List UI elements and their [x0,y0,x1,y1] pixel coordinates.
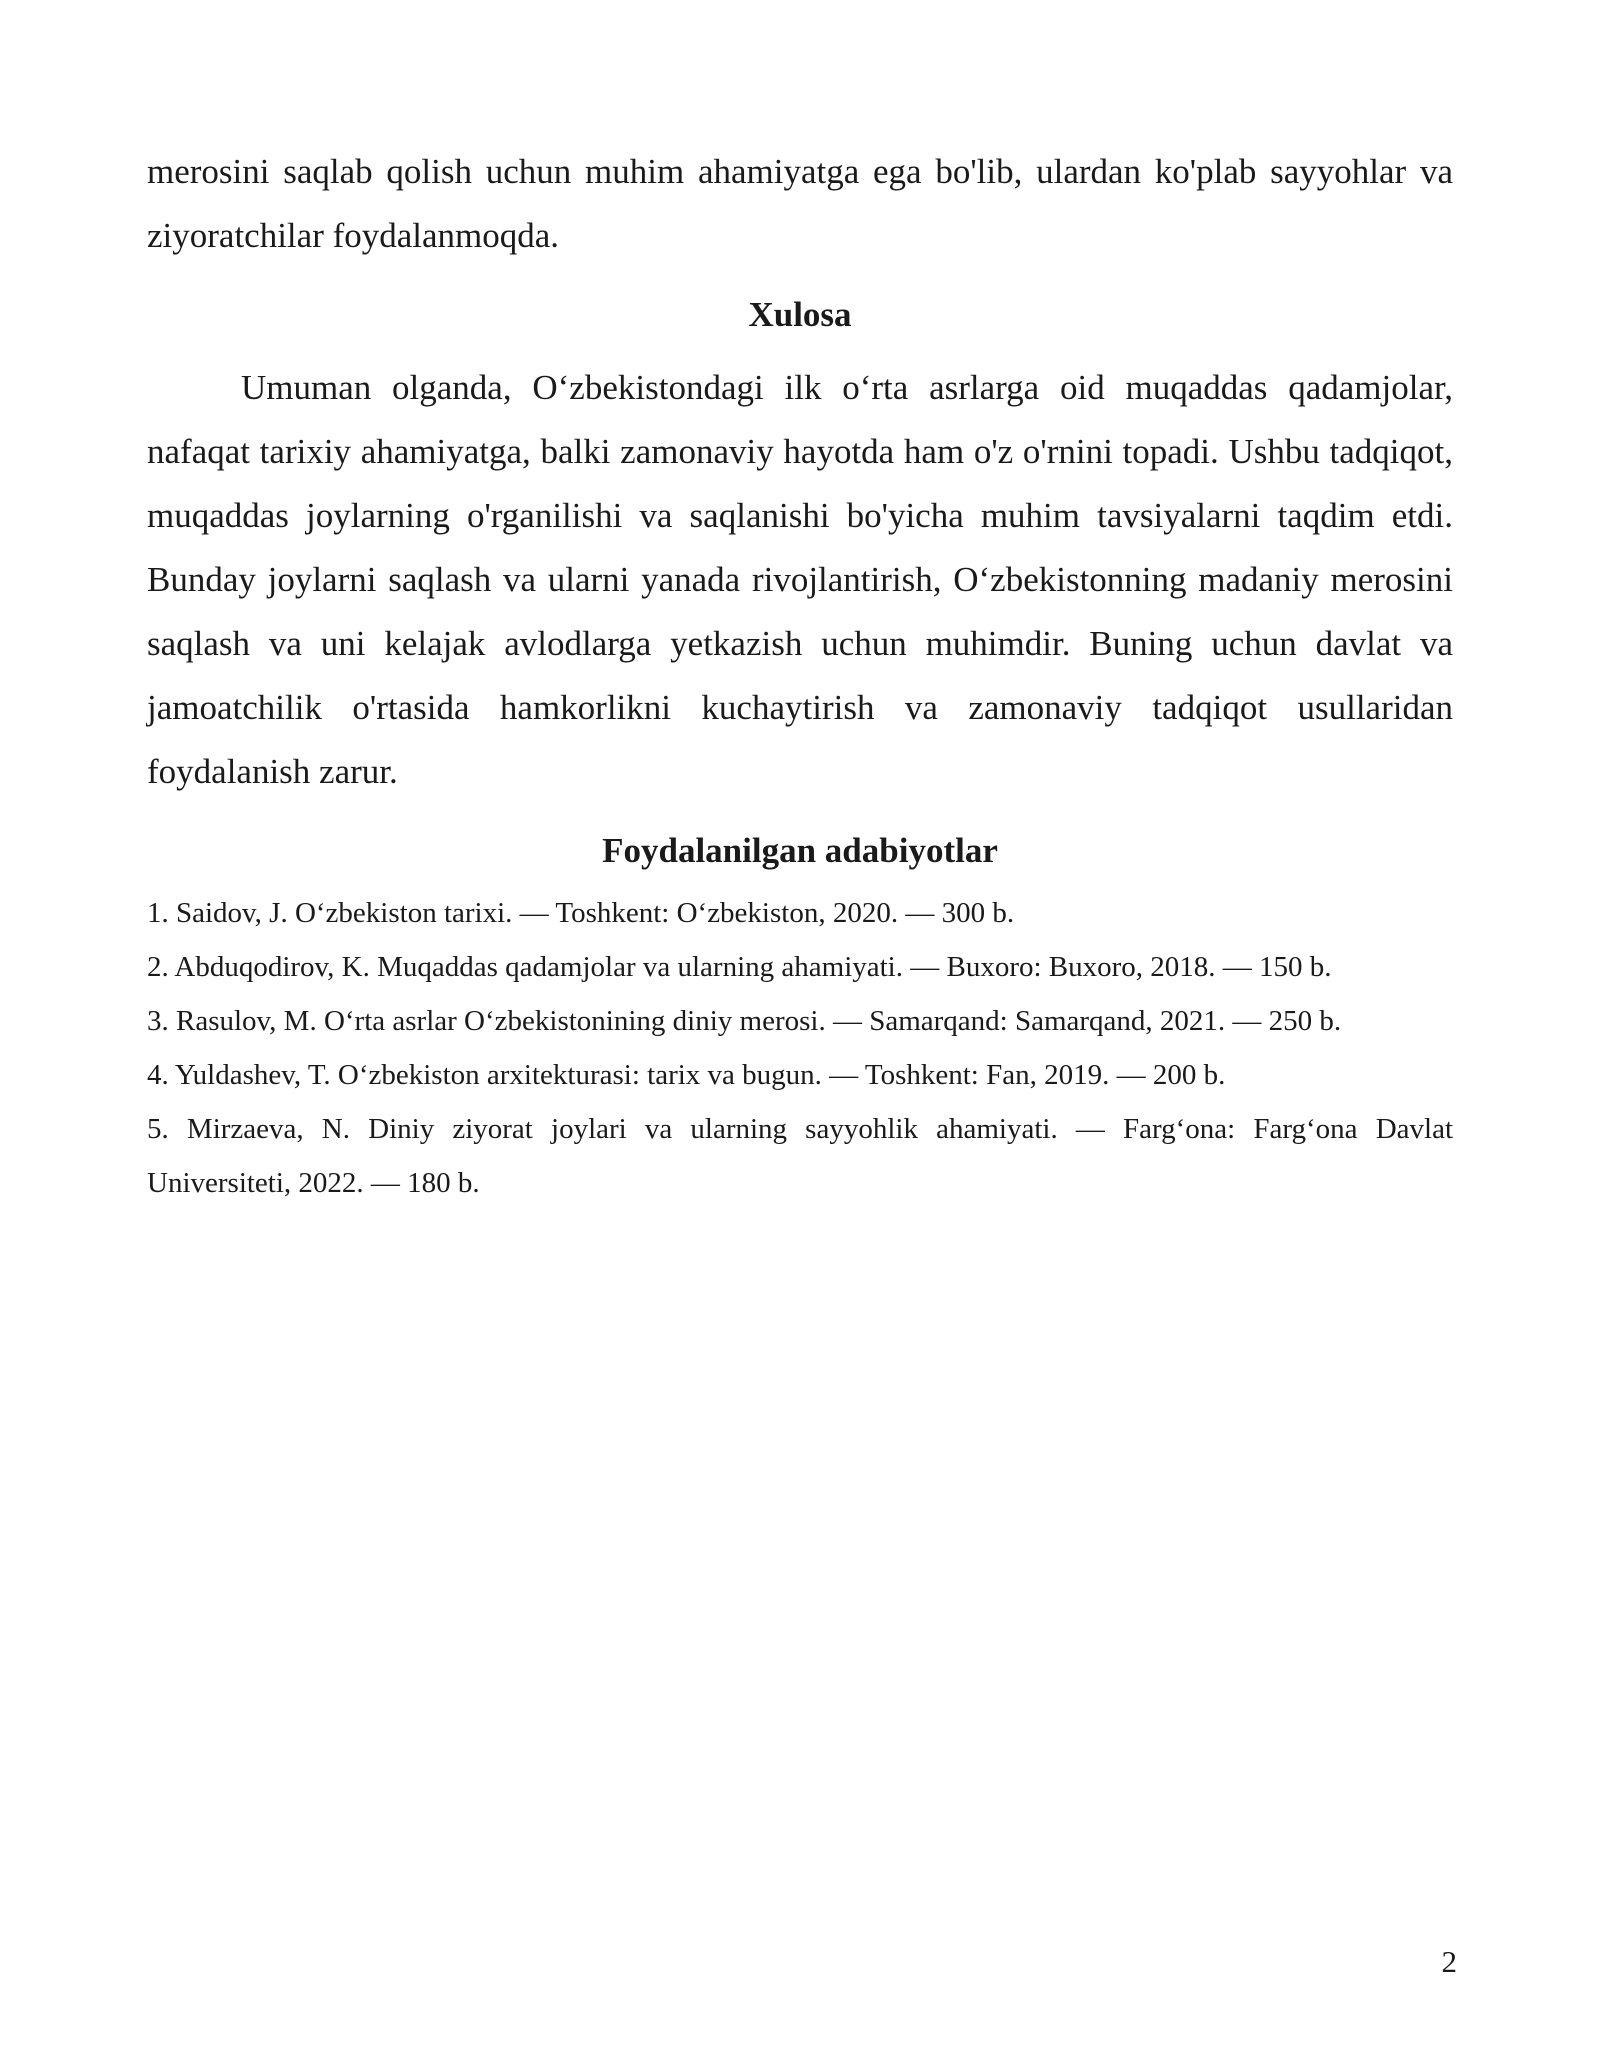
reference-item: 4. Yuldashev, T. O‘zbekiston arxitekturasi: tarix va bugun. — Toshkent: Fan, 2019. — 200 b. [147,1059,1226,1091]
intro-paragraph: merosini saqlab qolish uchun muhim ahamiyatga ega bo'lib, ulardan ko'plab sayyohlar va ziyoratchilar foydalanmoqda. [147,152,1453,255]
reference-item: 3. Rasulov, M. O‘rta asrlar O‘zbekistonining diniy merosi. — Samarqand: Samarqand, 2021. — 250 b. [147,1005,1342,1037]
page-number: 2 [1441,1944,1457,1979]
document-page [147,140,1453,1210]
references-heading: Foydalanilgan adabiyotlar [602,831,998,870]
conclusion-paragraph: Umuman olganda, O‘zbekistondagi ilk o‘rta asrlarga oid muqaddas qadamjolar, nafaqat tarixiy ahamiyatga, balki zamonaviy hayotda ham o'z o'rnini topadi. Ushbu tadqiqot, muqaddas joylarning o'rganilishi va saqlanishi bo'yicha muhim tavsiyalarni taqdim etdi. Bunday joylarni saqlash va ularni yanada rivojlantirish, O‘zbekistonning madaniy merosini saqlash va uni kelajak avlodlarga yetkazish uchun muhimdir. Buning uchun davlat va jamoatchilik o'rtasida hamkorlikni kuchaytirish va zamonaviy tadqiqot usullaridan foydalanish zarur. [147,368,1453,791]
reference-item: 1. Saidov, J. O‘zbekiston tarixi. — Toshkent: O‘zbekiston, 2020. — 300 b. [147,897,1015,929]
references-list [147,886,1453,1210]
reference-item: 2. Abduqodirov, K. Muqaddas qadamjolar va ularning ahamiyati. — Buxoro: Buxoro, 2018. — 150 b. [147,951,1332,983]
conclusion-heading: Xulosa [748,295,852,334]
reference-item: 5. Mirzaeva, N. Diniy ziyorat joylari va ularning sayyohlik ahamiyati. — Farg‘ona: Farg‘ona Davlat Universiteti, 2022. — 180 b. [147,1113,1453,1199]
